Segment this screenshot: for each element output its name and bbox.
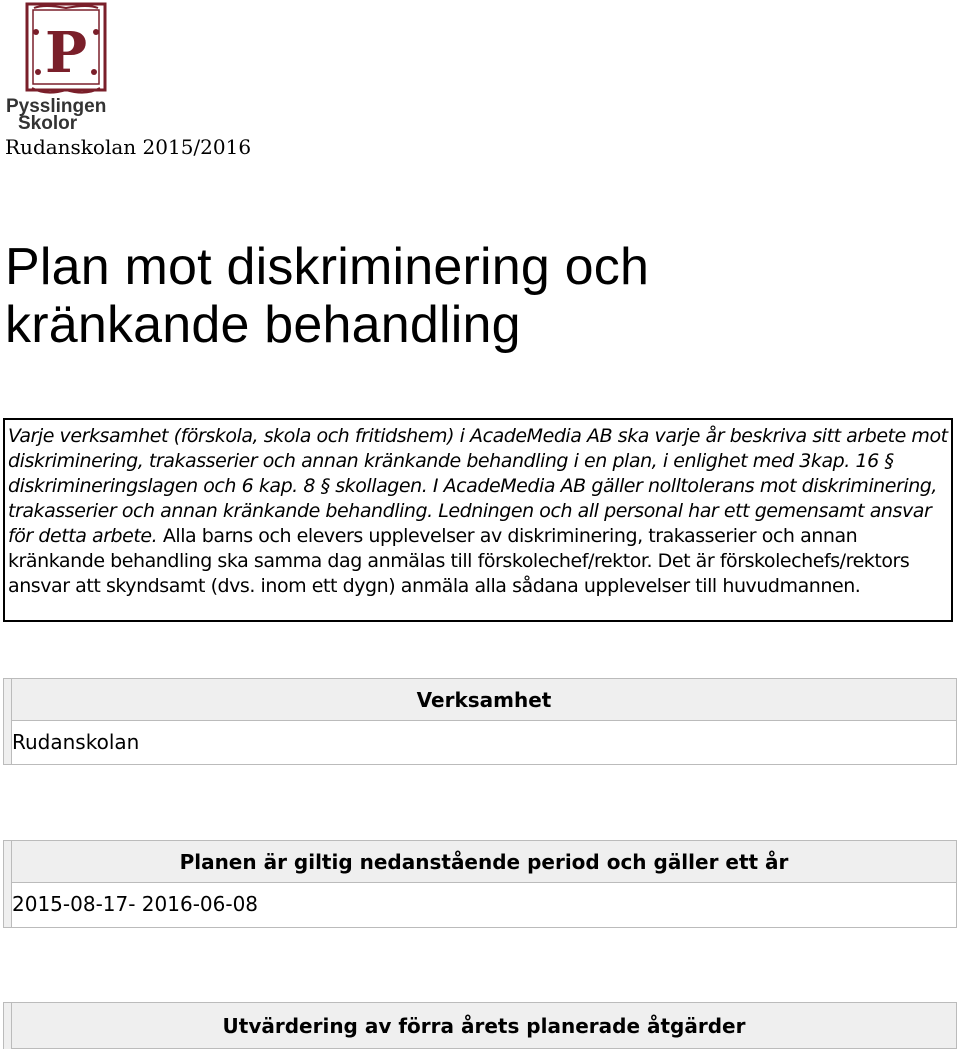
- period-header-label: Planen är giltig nedanstående period och gäller ett år: [179, 850, 789, 874]
- document-title: [5, 238, 649, 354]
- verksamhet-header-label: Verksamhet: [416, 688, 552, 712]
- intro-normal-text: Alla barns och elevers upplevelser av diskriminering, trakasserier och annan kränkande behandling ska samma dag anmälas till förskolechef/rektor. Det är förskolechefs/rektors ansvar att skyndsamt (dvs. inom ett dygn) anmäla alla sådana upplevelser till huvudmannen.: [8, 525, 910, 597]
- pysslingen-logo-icon: [4, 2, 126, 130]
- pysslingen-logo: [4, 2, 126, 130]
- document-title-line2: kränkande behandling: [5, 296, 521, 354]
- table-side-strip: [4, 1003, 12, 1049]
- logo-brand-line1: Pysslingen: [6, 96, 107, 117]
- document-title-line1: Plan mot diskriminering och: [5, 238, 650, 296]
- intro-text: [8, 424, 951, 599]
- verksamhet-header: [12, 679, 956, 721]
- verksamhet-value: Rudanskolan: [12, 730, 140, 754]
- evaluation-header: [12, 1003, 956, 1049]
- table-side-strip: [4, 841, 12, 927]
- intro-italic-text: Varje verksamhet (förskola, skola och fritidshem) i AcadeMedia AB ska varje år beskriva sitt arbete mot diskriminering, trakasserier och annan kränkande behandling i en plan, i enlighet med 3kap. 16 § diskrimineringslagen och 6 kap. 8 § skollagen. I AcadeMedia AB gäller nolltolerans mot diskriminering, trakasserier och annan kränkande behandling. Ledningen och all personal har ett gemensamt ansvar för detta arbete.: [8, 425, 948, 547]
- evaluation-table: [3, 1002, 957, 1049]
- period-header: [12, 841, 956, 883]
- table-side-strip: [4, 679, 12, 764]
- evaluation-header-label: Utvärdering av förra årets planerade åtgärder: [222, 1014, 746, 1038]
- logo-brand-line2: Skolor: [18, 113, 78, 130]
- school-year-heading: Rudanskolan 2015/2016: [5, 135, 252, 159]
- intro-box: [3, 418, 953, 622]
- verksamhet-table: [3, 678, 957, 765]
- period-table: [3, 840, 957, 928]
- logo-monogram: P: [44, 20, 88, 86]
- period-value: 2015-08-17- 2016-06-08: [12, 892, 259, 916]
